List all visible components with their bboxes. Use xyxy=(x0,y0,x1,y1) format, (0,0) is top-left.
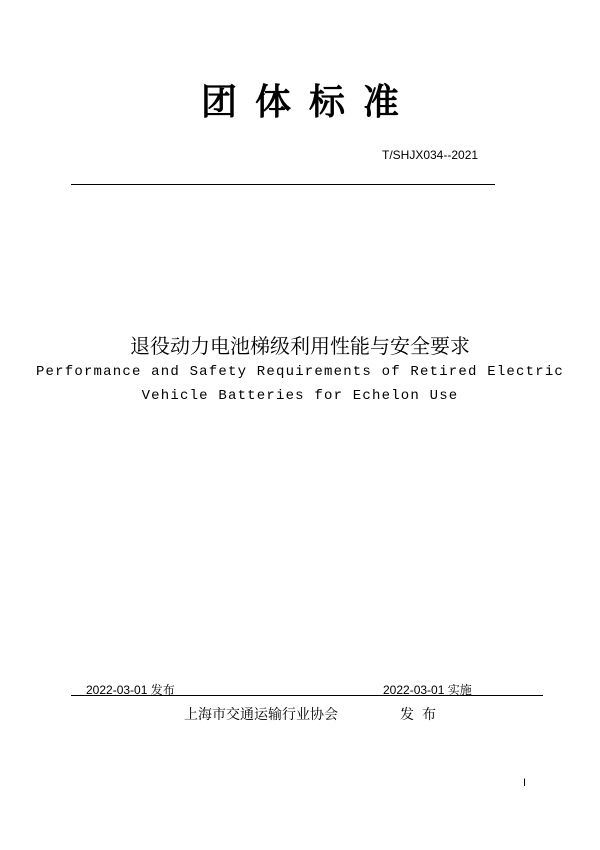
footer-divider xyxy=(71,695,543,696)
implement-date: 2022-03-01 实施 xyxy=(383,683,472,697)
standard-code: T/SHJX034--2021 xyxy=(382,148,479,162)
publisher-name: 上海市交通运输行业协会 xyxy=(184,707,338,723)
publish-date: 2022-03-01 发布 xyxy=(86,683,175,697)
document-title-english xyxy=(0,360,600,408)
english-title-line-2: Vehicle Batteries for Echelon Use xyxy=(141,388,459,404)
english-title-line-1: Performance and Safety Requirements of Retired Electric xyxy=(35,364,565,380)
header-divider xyxy=(71,184,495,185)
document-title-chinese: 退役动力电池梯级利用性能与安全要求 xyxy=(130,334,470,358)
publish-label: 发布 xyxy=(400,707,444,723)
standard-type-title: 团体标准 xyxy=(200,82,417,123)
page-number: I xyxy=(523,777,527,789)
